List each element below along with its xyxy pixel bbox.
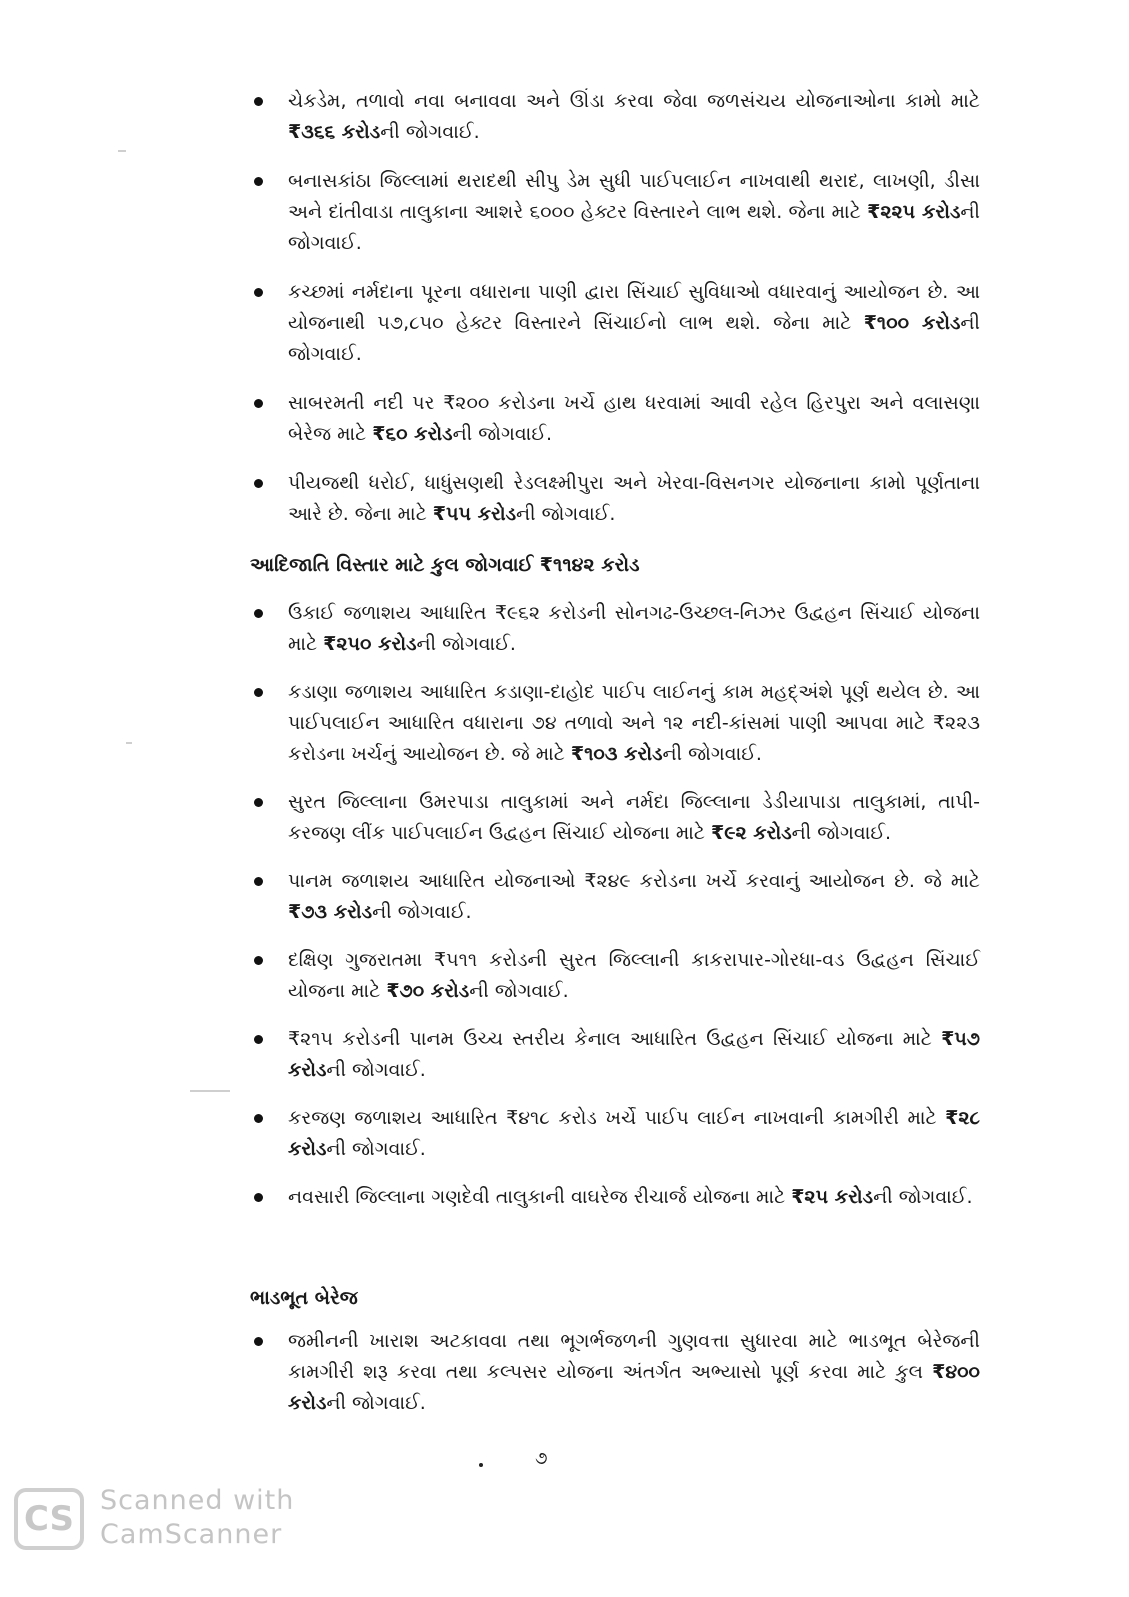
bullet-icon [254,1114,263,1123]
section-heading-bhadbhut: ભાડભૂત બેરેજ [250,1287,358,1309]
bullet-icon [254,798,263,807]
bullet-icon [254,177,263,186]
bhadbhut-list [250,1326,980,1419]
list-item: સાબરમતી નદી પર ₹૨૦૦ કરોડના ખર્ચે હાથ ધરવામાં આવી રહેલ હિરપુરા અને વલાસણા બેરેજ માટે ₹૬૦ કરોડની જોગવાઈ. [250,388,980,450]
list-item: નવસારી જિલ્લાના ગણદેવી તાલુકાની વાઘરેજ રીચાર્જ યોજના માટે ₹૨૫ કરોડની જોગવાઈ. [250,1182,980,1213]
page-number: ૭ [535,1448,548,1469]
bullet-icon [254,97,263,106]
bullet-icon [254,479,263,488]
bullet-icon [254,688,263,697]
list-item: ₹૨૧૫ કરોડની પાનમ ઉચ્ચ સ્તરીય કેનાલ આધારિત ઉદ્વહન સિંચાઈ યોજના માટે ₹૫૭ કરોડની જોગવાઈ. [250,1024,980,1086]
list-item: દક્ષિણ ગુજરાતમા ₹૫૧૧ કરોડની સુરત જિલ્લાની કાકરાપાર-ગોરધા-વડ ઉદ્વહન સિંચાઈ યોજના માટે ₹૭૦ કરોડની જોગવાઈ. [250,945,980,1007]
list-item: કરજણ જળાશય આધારિત ₹૪૧૮ કરોડ ખર્ચે પાઈપ લાઈન નાખવાની કામગીરી માટે ₹૨૮ કરોડની જોગવાઈ. [250,1103,980,1165]
bullet-icon [254,877,263,886]
bullet-icon [254,288,263,297]
bullet-icon [254,399,263,408]
irrigation-list-2 [250,598,980,1213]
list-item: કચ્છમાં નર્મદાના પૂરના વધારાના પાણી દ્વારા સિંચાઈ સુવિધાઓ વધારવાનું આયોજન છે. આ યોજનાથી ૫૭,૮૫૦ હેક્ટર વિસ્તારને સિંચાઈનો લાભ થશે. જેના માટે ₹૧૦૦ કરોડની જોગવાઈ. [250,277,980,370]
scan-speck [126,742,132,744]
list-item: પીયજથી ધરોઈ, ધાધુંસણથી રેડલક્ષ્મીપુરા અને ખેરવા-વિસનગર યોજનાના કામો પૂર્ણતાના આરે છે. જેના માટે ₹૫૫ કરોડની જોગવાઈ. [250,468,980,530]
scan-speck [190,1090,230,1092]
list-item: કડાણા જળાશય આધારિત કડાણા-દાહોદ પાઈપ લાઈનનું કામ મહદ્અંશે પૂર્ણ થયેલ છે. આ પાઈપલાઈન આધારિત વધારાના ૭૪ તળાવો અને ૧૨ નદી-કાંસમાં પાણી આપવા માટે ₹૨૨૩ કરોડના ખર્ચનું આયોજન છે. જે માટે ₹૧૦૩ કરોડની જોગવાઈ. [250,677,980,770]
camscanner-watermark [14,1484,304,1554]
watermark-text: Scanned with CamScanner [100,1485,295,1550]
bullet-icon [254,956,263,965]
list-item: પાનમ જળાશય આધારિત યોજનાઓ ₹૨૪૯ કરોડના ખર્ચે કરવાનું આયોજન છે. જે માટે ₹૭૩ કરોડની જોગવાઈ. [250,866,980,928]
irrigation-list-1 [250,86,980,530]
list-item: બનાસકાંઠા જિલ્લામાં થરાદથી સીપુ ડેમ સુધી પાઈપલાઈન નાખવાથી થરાદ, લાખણી, ડીસા અને દાંતીવાડા તાલુકાના આશરે ૬૦૦૦ હેક્ટર વિસ્તારને લાભ થશે. જેના માટે ₹૨૨૫ કરોડની જોગવાઈ. [250,166,980,259]
bullet-icon [254,1193,263,1202]
scan-speck [118,150,126,152]
camscanner-logo-icon: CS [14,1488,84,1550]
list-item: ઉકાઈ જળાશય આધારિત ₹૯૬૨ કરોડની સોનગઢ-ઉચ્છલ-નિઝર ઉદ્વહન સિંચાઈ યોજના માટે ₹૨૫૦ કરોડની જોગવાઈ. [250,598,980,660]
scan-dot [479,1463,483,1467]
list-item: જમીનની ખારાશ અટકાવવા તથા ભૂગર્ભજળની ગુણવત્તા સુધારવા માટે ભાડભૂત બેરેજની કામગીરી શરૂ કરવા તથા કલ્પસર યોજના અંતર્ગત અભ્યાસો પૂર્ણ કરવા માટે કુલ ₹૪૦૦ કરોડની જોગવાઈ. [250,1326,980,1419]
list-item: ચેકડેમ, તળાવો નવા બનાવવા અને ઊંડા કરવા જેવા જળસંચય યોજનાઓના કામો માટે ₹૩૬૬ કરોડની જોગવાઈ. [250,86,980,148]
bullet-icon [254,1035,263,1044]
list-item: સુરત જિલ્લાના ઉમરપાડા તાલુકામાં અને નર્મદા જિલ્લાના ડેડીયાપાડા તાલુકામાં, તાપી-કરજણ લીંક પાઈપલાઈન ઉદ્વહન સિંચાઈ યોજના માટે ₹૯૨ કરોડની જોગવાઈ. [250,787,980,849]
section-heading-tribal: આદિજાતિ વિસ્તાર માટે કુલ જોગવાઈ ₹૧૧૪૨ કરોડ [250,554,640,576]
bullet-icon [254,609,263,618]
bullet-icon [254,1337,263,1346]
